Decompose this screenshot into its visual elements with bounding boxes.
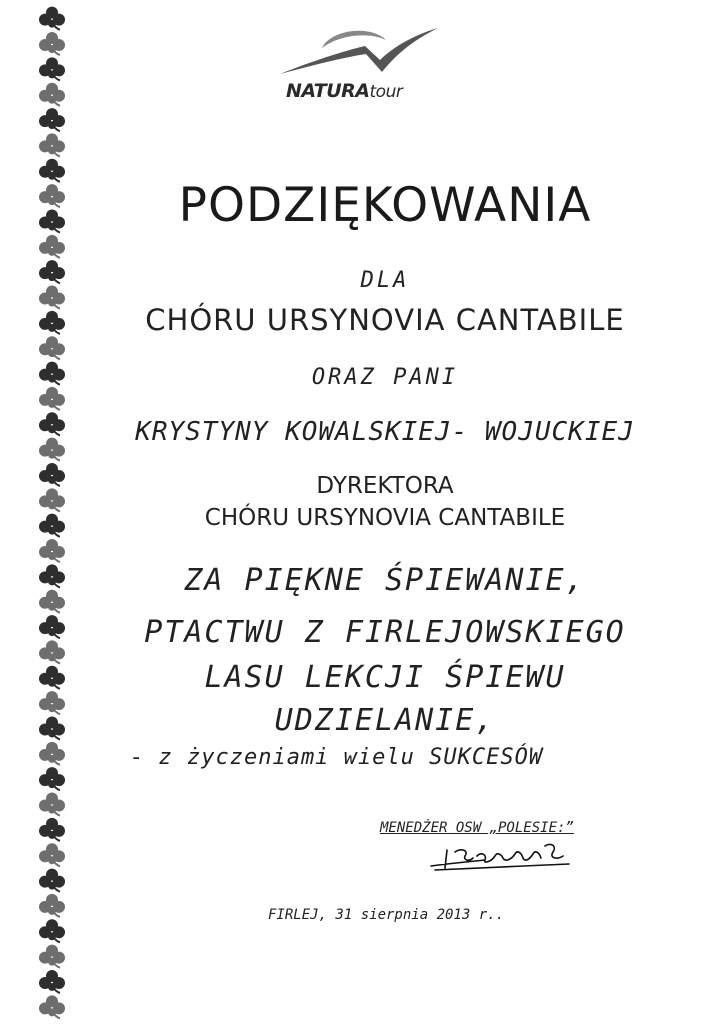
clover-icon: [39, 159, 65, 182]
clover-icon: [39, 640, 65, 663]
clover-icon: [39, 260, 65, 283]
clover-icon: [39, 995, 65, 1018]
message-line: LASU LEKCJI ŚPIEWU: [204, 660, 566, 695]
logo-brand-sub: tour: [369, 82, 403, 102]
clover-icon: [39, 590, 65, 613]
clover-icon: [39, 311, 65, 334]
clover-icon: [39, 539, 65, 562]
recipient-name: KRYSTYNY KOWALSKIEJ- WOJUCKIEJ: [135, 417, 635, 447]
page-title: PODZIĘKOWANIA: [178, 178, 592, 233]
clover-icon: [39, 742, 65, 765]
clover-icon: [39, 488, 65, 511]
signatory-title: MENEDŻER OSW „POLESIE:”: [380, 820, 574, 836]
clover-icon: [39, 818, 65, 841]
handwritten-signature: [425, 838, 575, 874]
clover-icon: [39, 7, 65, 30]
clover-icon: [39, 438, 65, 461]
clover-icon: [39, 945, 65, 968]
clover-icon: [39, 184, 65, 207]
clover-icon: [39, 209, 65, 232]
place-date: FIRLEJ, 31 sierpnia 2013 r..: [268, 907, 505, 923]
clover-icon: [39, 133, 65, 156]
message-line: PTACTWU Z FIRLEJOWSKIEGO: [144, 615, 626, 650]
wishes-line: - z życzeniami wielu SUKCESÓW: [130, 745, 544, 770]
clover-icon: [39, 767, 65, 790]
clover-icon: [39, 514, 65, 537]
clover-icon: [39, 716, 65, 739]
clover-icon: [39, 793, 65, 816]
for-label: DLA: [360, 268, 410, 293]
clover-icon: [39, 869, 65, 892]
clover-icon: [39, 362, 65, 385]
logo-text: [286, 80, 402, 102]
clover-border-svg: [30, 6, 74, 1020]
clover-icon: [39, 463, 65, 486]
choir-name-2: CHÓRU URSYNOVIA CANTABILE: [204, 505, 566, 531]
choir-name: CHÓRU URSYNOVIA CANTABILE: [145, 303, 625, 337]
clover-icon: [39, 108, 65, 131]
clover-icon: [39, 666, 65, 689]
director-label: DYREKTORA: [316, 473, 454, 499]
clover-icon: [39, 32, 65, 55]
clover-icon: [39, 387, 65, 410]
clover-icon: [39, 970, 65, 993]
mountain-swoosh-icon: [270, 22, 450, 82]
clover-icon: [39, 894, 65, 917]
clover-border: [30, 6, 74, 1020]
naturatour-logo: [270, 22, 450, 112]
clover-icon: [39, 83, 65, 106]
clover-icon: [39, 57, 65, 80]
clover-icon: [39, 412, 65, 435]
clover-icon: [39, 843, 65, 866]
clover-icon: [39, 615, 65, 638]
clover-icon: [39, 691, 65, 714]
logo-brand-main: NATURA: [286, 80, 370, 102]
message-line: ZA PIĘKNE ŚPIEWANIE,: [184, 563, 586, 598]
clover-icon: [39, 235, 65, 258]
clover-icon: [39, 286, 65, 309]
message-line: UDZIELANIE,: [274, 703, 496, 738]
and-mrs-label: ORAZ PANI: [311, 365, 459, 390]
clover-icon: [39, 564, 65, 587]
clover-icon: [39, 336, 65, 359]
clover-icon: [39, 919, 65, 942]
